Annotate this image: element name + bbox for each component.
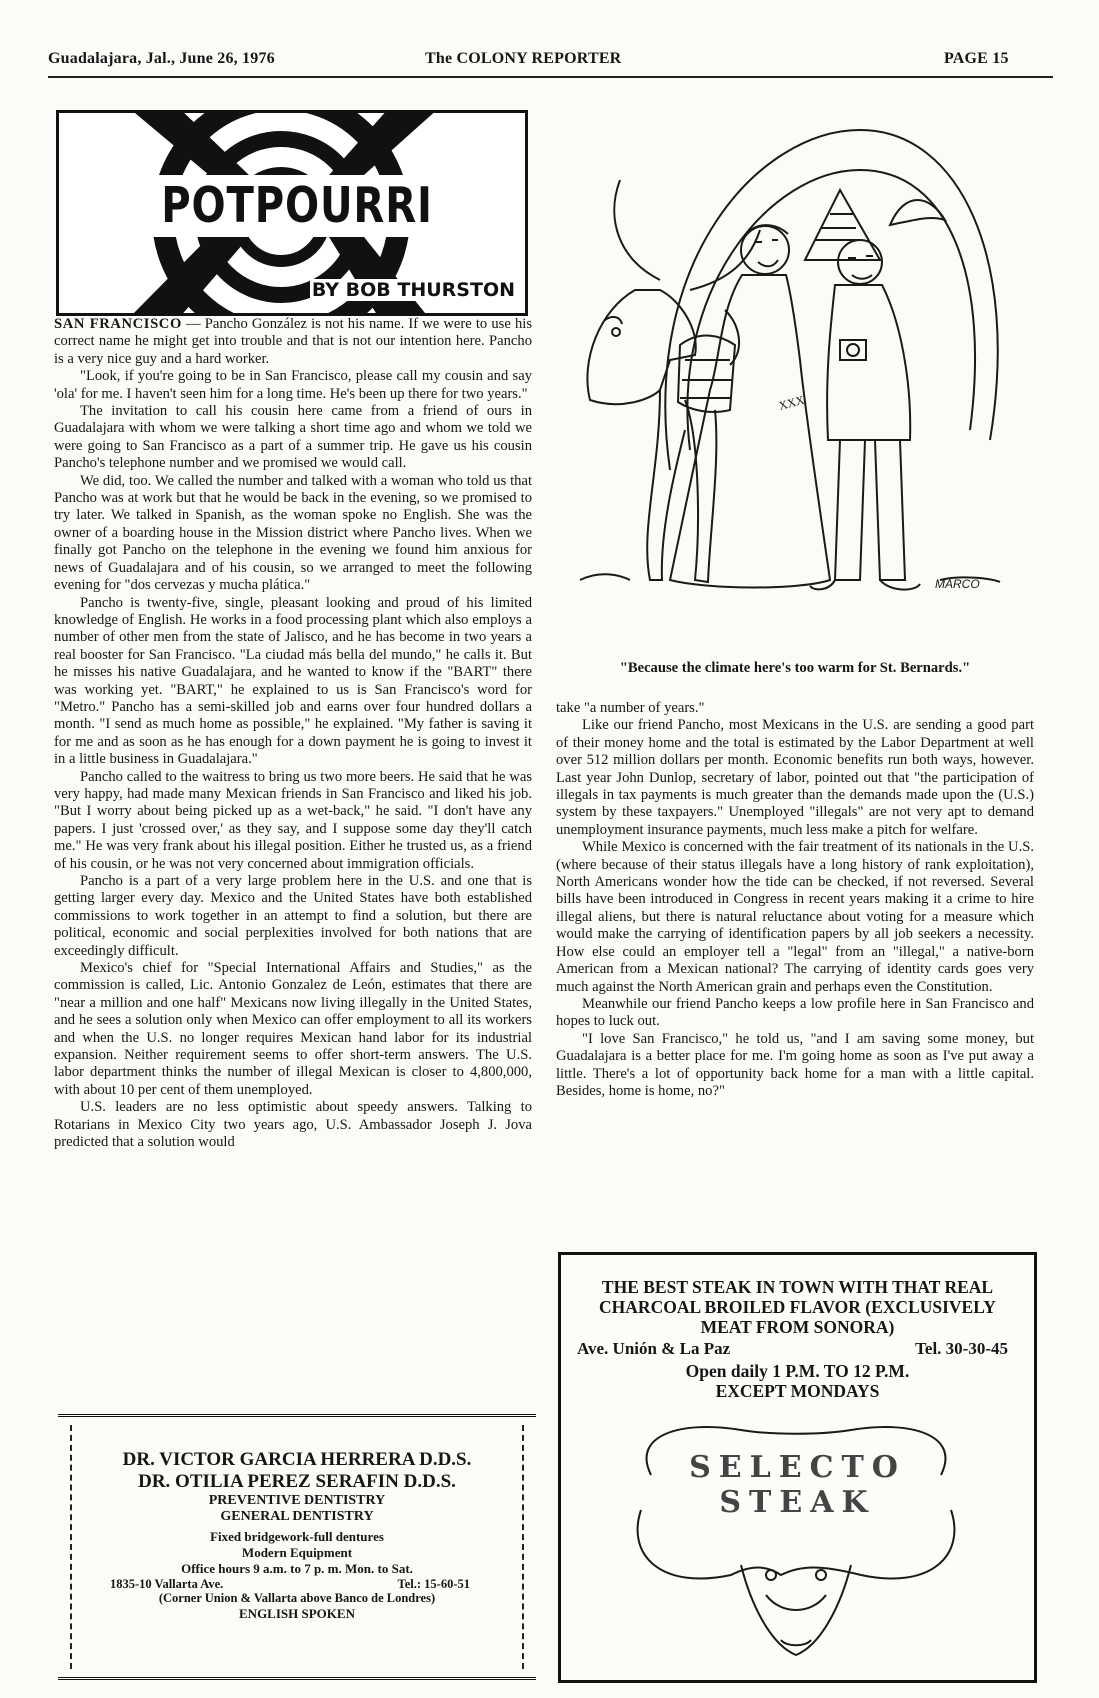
- steak-hours: Open daily 1 P.M. TO 12 P.M.: [685, 1361, 910, 1381]
- article-column-left: [54, 316, 532, 1402]
- steak-address: Ave. Unión & La Paz: [577, 1339, 731, 1358]
- column-logo: [56, 110, 528, 316]
- steak-advertisement: [558, 1252, 1037, 1683]
- article-column-right: [556, 700, 1034, 1238]
- article-paragraph: U.S. leaders are no less optimistic about speedy answers. Talking to Rotarians in Mexico City two years ago, U.S. Ambassador Joseph J. Jova predicted that a solution would: [54, 1099, 532, 1151]
- steak-logo-line-2: STEAK: [719, 1485, 876, 1520]
- cartoon-drawing: [560, 110, 1030, 650]
- dentist-name-1: DR. VICTOR GARCIA HERRERA D.D.S.: [122, 1449, 472, 1470]
- steak-headline-1: THE BEST STEAK IN TOWN WITH THAT REAL: [601, 1277, 994, 1297]
- article-paragraph: "I love San Francisco," he told us, "and I am saving some money, but Guadalajara is a better place for me. I'm going home as soon as I've put away a little. There's a lot of opportunity back home for a man with a little capital. Besides, home is home, no?": [556, 1030, 1034, 1099]
- article-paragraph: Meanwhile our friend Pancho keeps a low profile here in San Francisco and hopes to luck out.: [556, 995, 1034, 1030]
- dentist-service-3: Fixed bridgework-full dentures: [210, 1529, 384, 1544]
- article-paragraph: Like our friend Pancho, most Mexicans in the U.S. are sending a good part of their money home and the total is estimated by the Labor Department at well over 512 million dollars per month. Economic benefits run both ways, however. Last year John Dunlop, secretary of labor, pointed out that "the participation of illegals in tax payments is much greater than the demands made upon the (U.S.) system by these taxpayers." Unemployed "illegals" are not very apt to demand unemployment insurance payments, much less make a pitch for welfare.: [556, 717, 1034, 838]
- cartoon-illustration: [560, 110, 1030, 650]
- article-paragraph: Mexico's chief for "Special International Affairs and Studies," as the commission is called, Lic. Antonio Gonzalez de León, estimates that there are "near a million and one half" Mexicans now living illegally in the United States, and he sees a solution only when Mexico can offer employment to all its workers and when the U.S. no longer requires Mexican hand labor for its industrial expansion. Neither requirement seems to offer short-term answers. The U.S. labor department thinks the number of illegal Mexican is closer to 4,800,000, with about 10 per cent of them unemployed.: [54, 960, 532, 1098]
- dentist-language: ENGLISH SPOKEN: [239, 1606, 355, 1621]
- dentist-phone: Tel.: 15-60-51: [397, 1577, 470, 1591]
- dentist-address: 1835-10 Vallarta Ave.: [110, 1577, 224, 1591]
- dentist-name-2: DR. OTILIA PEREZ SERAFIN D.D.S.: [138, 1471, 456, 1492]
- steak-headline-2: CHARCOAL BROILED FLAVOR (EXCLUSIVELY: [599, 1297, 996, 1317]
- article-paragraph: Pancho is twenty-five, single, pleasant looking and proud of his limited knowledge of English. He works in a food processing plant which also employs a number of other men from the state of Jalisco, and he has become in two years a real booster for San Francisco. "La ciudad más bella del mundo," he calls it. But he misses his native Guadalajara, and he wanted to know if the "BART" there was working yet. "BART," he explained to us is San Francisco's word for "Metro." Pancho has a semi-skilled job and earns over four hundred dollars a month. "I send as much home as possible," he explained. "My father is saving it for me and as soon as he has enough for a down payment he is going to invest it in a little business in Guadalajara.": [54, 594, 532, 768]
- masthead-paper-name: The COLONY REPORTER: [425, 50, 622, 67]
- article-paragraph: Pancho called to the waitress to bring us two more beers. He said that he was very happy, had made many Mexican friends in San Francisco and liked his job. "But I worry about being picked up as a wet-back," he said. "I don't have any papers. I just 'crossed over,' as they say, and I suppose some day they'll catch me." He was very frank about his illegal position. Either he trusted us, as a friend of his cousin, or he was not very concerned about immigration officials.: [54, 768, 532, 872]
- steak-logo-line-1: SELECTO: [689, 1450, 906, 1485]
- article-paragraph: While Mexico is concerned with the fair treatment of its nationals in the U.S. (where because of their status illegals have a long history of rank exploitation), North Americans wonder how the tide can be checked, if not reversed. Several bills have been introduced in Congress in recent years making it a crime to hire illegal aliens, but there is natural reluctance about voting for a measure which would make the carrying of identification papers by all job seekers a necessity. How else could an employer tell a "legal" from an "illegal," a native-born American from a Mexican national? The carrying of identity cards goes very much against the North American grain and perhaps even the Constitution.: [556, 839, 1034, 995]
- article-paragraph: "Look, if you're going to be in San Francisco, please call my cousin and say 'ola' for me. I haven't seen him for a long time. He's been up there for two years.": [54, 368, 532, 402]
- dentist-service-1: PREVENTIVE DENTISTRY: [208, 1493, 386, 1508]
- dentist-hours: Office hours 9 a.m. to 7 p. m. Mon. to Sat.: [181, 1561, 413, 1576]
- masthead-rule: [48, 76, 1053, 78]
- article-paragraph: SAN FRANCISCO — Pancho González is not his name. If we were to use his correct name he might get into trouble and that is not our intention here. Pancho is a very nice guy and a hard worker.: [54, 316, 532, 367]
- article-dateline: SAN FRANCISCO: [54, 316, 182, 332]
- article-paragraph: The invitation to call his cousin here came from a friend of ours in Guadalajara with whom we were talking a short time ago and whom we told we were going to San Francisco as a part of a summer trip. He gave us his cousin Pancho's telephone number and we promised we would call.: [54, 403, 532, 472]
- steak-closed-day: EXCEPT MONDAYS: [715, 1381, 880, 1401]
- dentist-advertisement: [58, 1414, 536, 1680]
- column-byline: BY BOB THURSTON: [311, 279, 515, 301]
- barrel-label: XXX: [777, 392, 806, 413]
- masthead-dateline: Guadalajara, Jal., June 26, 1976: [48, 50, 275, 67]
- steak-headline-3: MEAT FROM SONORA): [700, 1317, 895, 1337]
- dentist-equipment: Modern Equipment: [241, 1545, 353, 1560]
- steak-phone: Tel. 30-30-45: [915, 1339, 1008, 1358]
- dentist-service-2: GENERAL DENTISTRY: [220, 1509, 374, 1524]
- article-paragraph: Pancho is a part of a very large problem here in the U.S. and one that is getting larger every day. Mexico and the United States have both established commissions to work together in an attempt to find a solution, but there are political, economic and social perplexities involved for both nations that are exceedingly difficult.: [54, 873, 532, 959]
- column-title: POTPOURRI: [161, 177, 433, 234]
- dentist-location: (Corner Union & Vallarta above Banco de Londres): [158, 1591, 436, 1605]
- masthead-page-number: PAGE 15: [944, 50, 1009, 67]
- cartoon-signature: MARCO: [935, 577, 980, 591]
- cartoon-caption: "Because the climate here's too warm for St. Bernards.": [619, 660, 971, 676]
- article-paragraph: take "a number of years.": [556, 700, 705, 716]
- article-paragraph: We did, too. We called the number and talked with a woman who told us that Pancho was at work but that he would be back in the evening, so we promised to try later. We talked in Spanish, as the woman spoke no English. She was the owner of a boarding house in the Mission district where Pancho lives. When we finally got Pancho on the telephone in the evening we found him anxious for news of Guadalajara and of his cousin, so we arranged to meet the following evening for "dos cervezas y mucha plática.": [54, 472, 532, 594]
